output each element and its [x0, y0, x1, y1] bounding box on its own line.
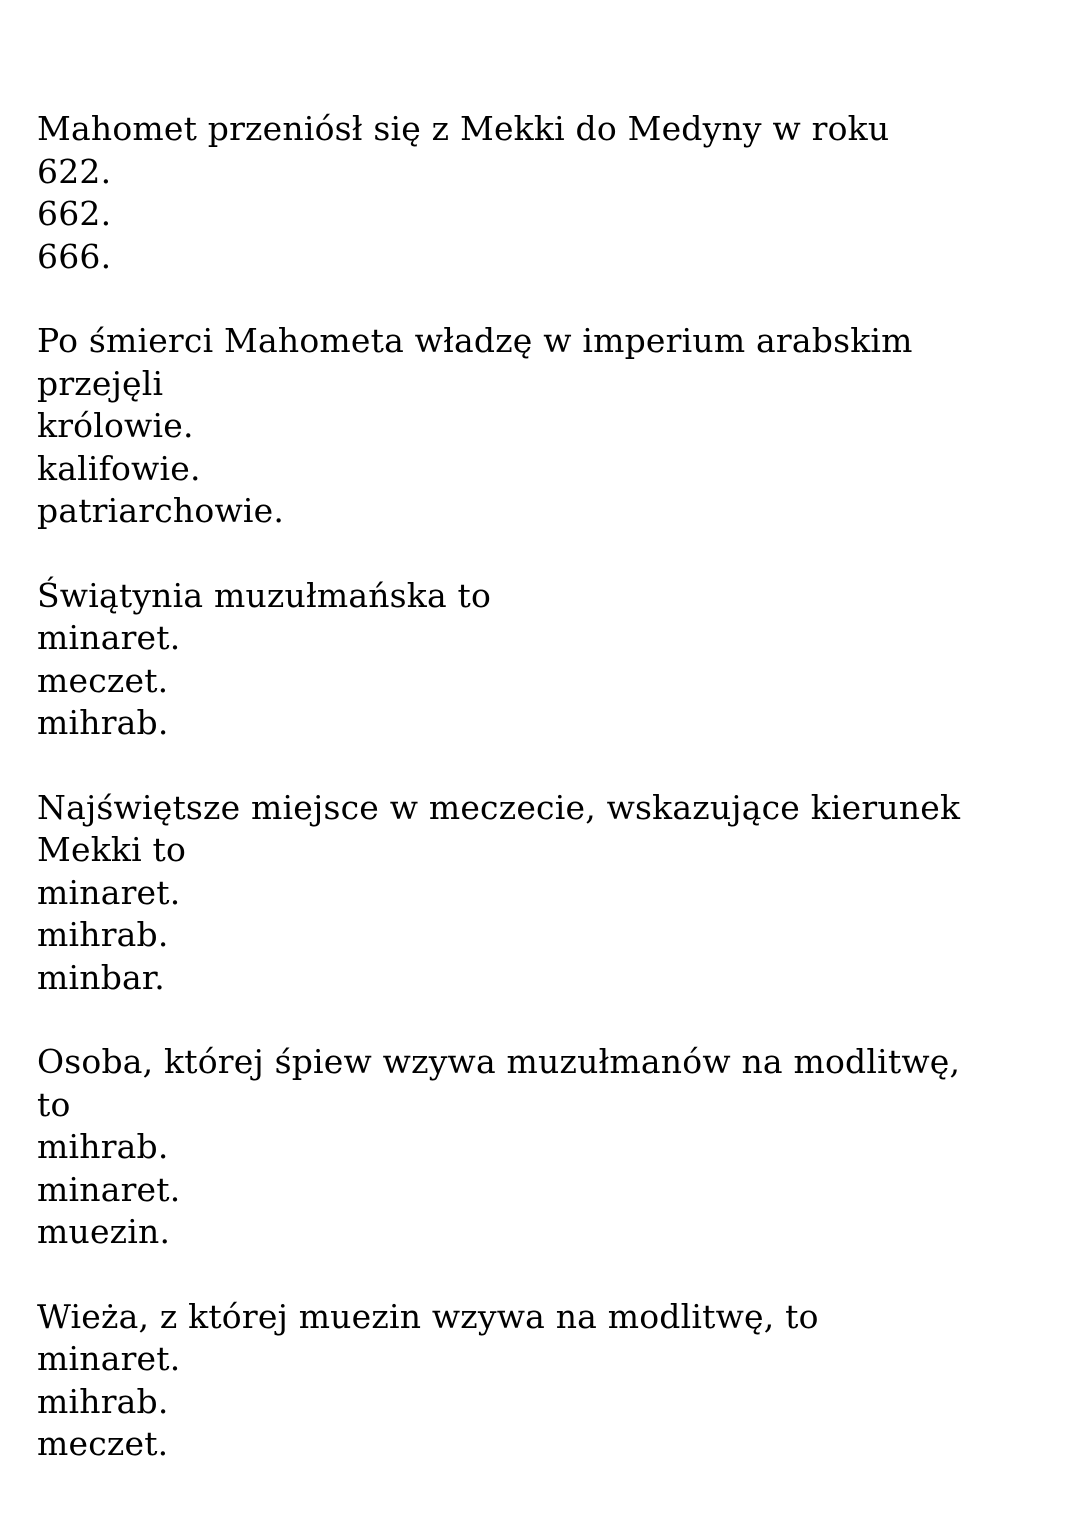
question-6 [37, 1296, 1047, 1466]
answer-option: minaret. [37, 618, 181, 657]
answer-option: 666. [37, 236, 112, 276]
answer-option: kalifowie. [37, 448, 201, 488]
question-stem: Osoba, której śpiew wzywa muzułmanów na modlitwę, [37, 1042, 961, 1081]
answer-option: 622. [37, 151, 112, 191]
question-stem: Świątynia muzułmańska to [37, 575, 492, 615]
answer-option: meczet. [37, 1424, 169, 1463]
answer-option: minaret. [37, 1169, 181, 1209]
question-stem: Mahomet przeniósł się z Mekki do Medyny w roku [37, 109, 890, 148]
answer-option: muezin. [37, 1212, 171, 1251]
question-4 [37, 787, 1047, 1000]
question-5 [37, 1041, 1047, 1254]
question-stem: przejęli [37, 363, 164, 403]
answer-option: królowie. [37, 406, 194, 445]
answer-option: meczet. [37, 660, 169, 700]
question-stem: to [37, 1084, 71, 1124]
question-stem: Najświętsze miejsce w meczecie, wskazujące kierunek [37, 787, 961, 827]
answer-option: mihrab. [37, 703, 169, 742]
answer-option: 662. [37, 194, 112, 233]
answer-option: minaret. [37, 1339, 181, 1378]
question-stem: Po śmierci Mahometa władzę w imperium arabskim [37, 321, 913, 360]
question-2 [37, 320, 1047, 533]
answer-option: mihrab. [37, 1127, 169, 1166]
answer-option: patriarchowie. [37, 491, 285, 530]
question-stem: Wieża, z której muezin wzywa na modlitwę, to [37, 1296, 819, 1336]
question-stem: Mekki to [37, 830, 187, 869]
answer-option: mihrab. [37, 915, 169, 954]
quiz-document [37, 108, 1047, 1508]
answer-option: minbar. [37, 957, 165, 997]
question-1 [37, 108, 1047, 278]
answer-option: minaret. [37, 872, 181, 912]
answer-option: mihrab. [37, 1381, 169, 1421]
question-3 [37, 575, 1047, 745]
